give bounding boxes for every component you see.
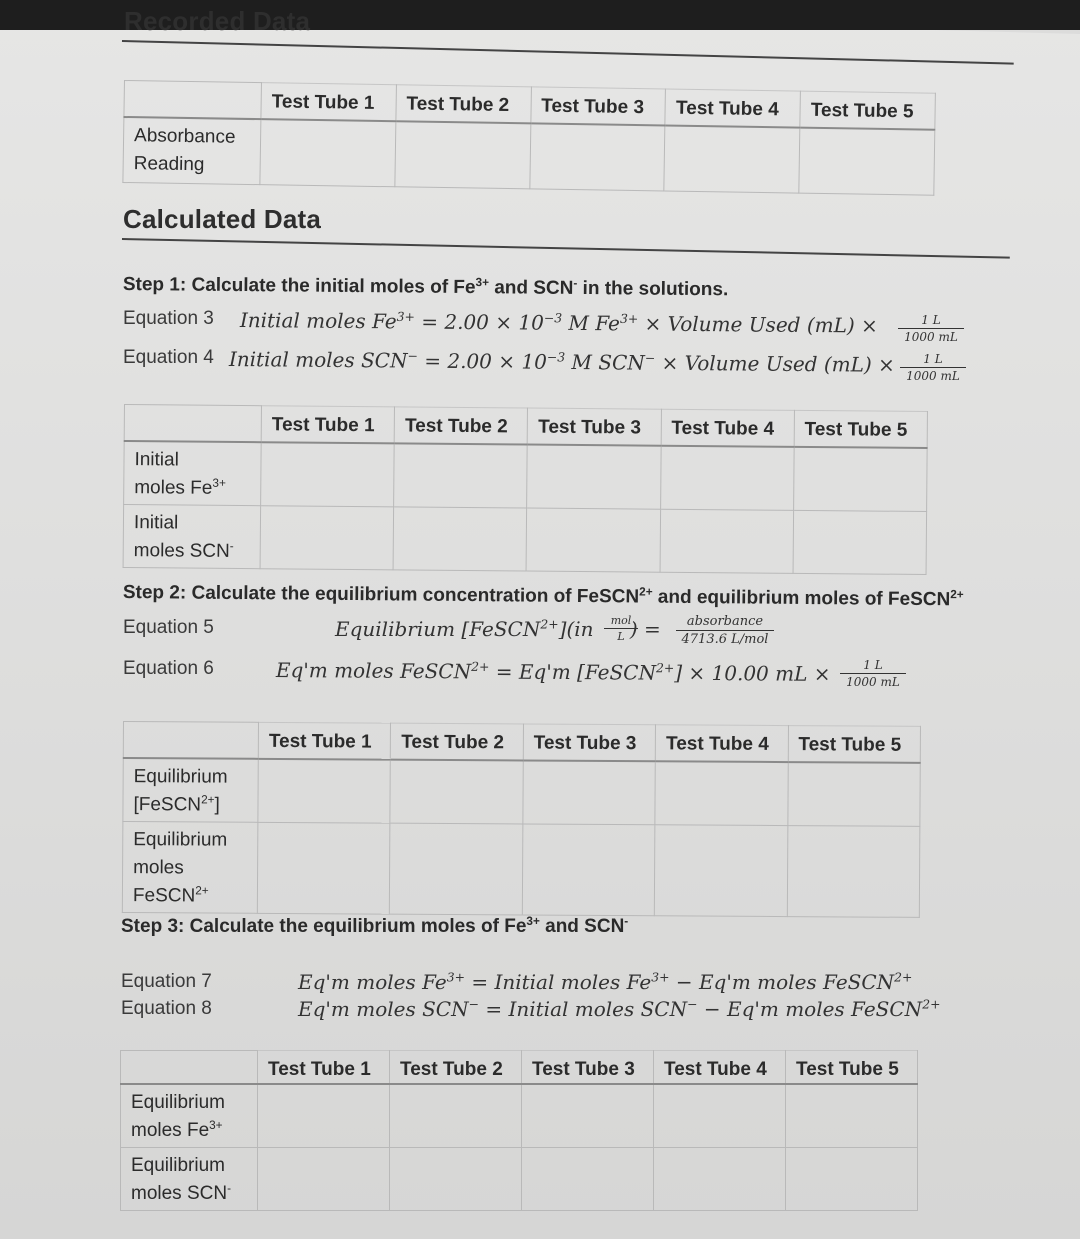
row-label-line	[133, 791, 249, 820]
text: ] × 10.00 mL ×	[674, 660, 831, 686]
data-cell[interactable]	[523, 760, 656, 824]
row-label-line: Equilibrium	[133, 765, 228, 788]
data-cell[interactable]	[522, 1084, 654, 1148]
numerator: mol	[604, 614, 638, 629]
row-label-equilibrium-moles-fe	[121, 1084, 258, 1148]
text: Equilibrium [FeSCN	[335, 617, 541, 641]
denominator: 4713.6 L/mol	[681, 632, 769, 647]
text: and SCN	[488, 277, 574, 299]
row-label-absorbance	[123, 117, 261, 185]
text: moles Fe	[134, 476, 213, 499]
column-header: Test Tube 1	[258, 722, 391, 759]
calculated-data-heading: Calculated Data	[123, 204, 322, 234]
column-header: Test Tube 2	[390, 1051, 522, 1085]
text: ](in	[558, 617, 600, 641]
data-cell[interactable]	[395, 121, 531, 189]
superscript: -	[227, 1181, 231, 1195]
text: Step 3: Calculate the equilibrium moles of Fe	[121, 916, 527, 937]
column-header: Test Tube 3	[528, 408, 661, 445]
column-header: Test Tube 3	[530, 87, 665, 125]
superscript: -	[229, 539, 234, 553]
denominator: 1000 mL	[846, 675, 900, 689]
column-header: Test Tube 2	[391, 723, 524, 760]
data-cell[interactable]	[258, 1084, 390, 1148]
column-header: Test Tube 3	[523, 724, 656, 761]
row-label-initial-moles-scn	[123, 504, 261, 568]
data-cell[interactable]	[654, 824, 787, 916]
text: × Volume Used (mL) ×	[638, 311, 878, 338]
text: moles SCN	[131, 1183, 228, 1204]
superscript: 2+	[894, 969, 913, 985]
data-cell[interactable]	[787, 762, 920, 826]
text: in the solutions.	[577, 277, 729, 301]
text: ) =	[629, 617, 661, 641]
row-label-equilibrium-moles-fescn	[122, 821, 258, 913]
row-label-line	[134, 537, 252, 566]
equation-6-formula	[276, 658, 831, 686]
superscript: 3+	[396, 308, 416, 325]
initial-moles-table	[123, 404, 928, 575]
equilibrium-moles-table	[120, 1050, 918, 1211]
text: Eq'm moles SCN	[298, 997, 469, 1021]
equation-8-label: Equation 8	[121, 998, 212, 1019]
data-cell[interactable]	[393, 506, 527, 570]
data-cell[interactable]	[529, 123, 665, 191]
text: − Eq'm moles FeSCN	[697, 997, 923, 1021]
column-header: Test Tube 5	[786, 1051, 918, 1085]
equation-3-label: Equation 3	[123, 308, 214, 329]
equation-6-fraction	[840, 658, 906, 689]
data-cell[interactable]	[390, 1148, 522, 1211]
superscript: -	[573, 276, 578, 290]
equation-4-fraction	[900, 352, 966, 383]
denominator: 1000 mL	[904, 330, 958, 344]
data-cell[interactable]	[394, 443, 528, 508]
row-label-line	[131, 1180, 249, 1208]
column-header: Test Tube 1	[258, 1051, 390, 1085]
column-header: Test Tube 1	[261, 83, 396, 121]
text: Step 2: Calculate the equilibrium concentration of FeSCN	[122, 582, 640, 608]
superscript: -	[624, 914, 629, 928]
numerator: 1 L	[900, 352, 966, 368]
row-label-line: Equilibrium	[133, 828, 228, 851]
data-cell[interactable]	[522, 1148, 654, 1211]
text: Initial moles SCN	[228, 347, 408, 373]
column-header: Test Tube 4	[665, 89, 800, 127]
numerator: 1 L	[840, 658, 906, 674]
text: and SCN	[539, 916, 625, 937]
superscript: −	[407, 348, 419, 364]
superscript: 3+	[475, 276, 490, 290]
data-cell[interactable]	[522, 823, 655, 915]
row-label-line: Initial	[134, 448, 179, 470]
equation-5-unit-fraction	[604, 614, 638, 643]
superscript: 2+	[639, 585, 653, 599]
superscript: 2+	[655, 660, 675, 676]
text: Initial moles Fe	[239, 308, 397, 334]
data-cell[interactable]	[664, 125, 800, 193]
column-header: Test Tube 5	[794, 410, 928, 447]
column-header: Test Tube 1	[261, 406, 394, 443]
data-cell[interactable]	[526, 508, 660, 572]
numerator: 1 L	[898, 313, 964, 329]
column-header: Test Tube 4	[654, 1051, 786, 1085]
superscript: −3	[543, 310, 563, 326]
column-header: Test Tube 5	[800, 91, 935, 129]
row-label-line: Equilibrium	[131, 1092, 225, 1113]
superscript: 2+	[922, 996, 941, 1012]
data-cell[interactable]	[786, 1084, 918, 1148]
numerator: absorbance	[676, 614, 774, 631]
superscript: 3+	[209, 1118, 223, 1132]
row-label-equilibrium-concentration	[123, 758, 258, 822]
data-cell[interactable]	[654, 1148, 786, 1211]
data-cell[interactable]	[258, 1148, 390, 1211]
equation-5-label: Equation 5	[123, 617, 214, 638]
column-header: Test Tube 4	[655, 725, 788, 762]
text: ]	[214, 794, 220, 816]
data-cell[interactable]	[799, 127, 935, 195]
column-header: Test Tube 5	[788, 726, 921, 763]
superscript: −	[687, 996, 698, 1012]
corner-cell	[121, 1051, 258, 1085]
text: = 2.00 × 10	[417, 348, 547, 374]
text: = 2.00 × 10	[414, 309, 544, 335]
superscript: 2+	[950, 588, 964, 602]
superscript: 2+	[195, 883, 209, 897]
step-3-title	[121, 916, 628, 938]
data-cell[interactable]	[660, 509, 794, 573]
data-cell[interactable]	[793, 446, 927, 511]
text: = Initial moles Fe	[464, 970, 652, 994]
corner-cell	[123, 722, 258, 759]
row-label-line	[133, 882, 249, 911]
equation-6-label: Equation 6	[123, 658, 214, 679]
corner-cell	[124, 405, 261, 442]
data-cell[interactable]	[390, 823, 523, 915]
equation-8-formula	[298, 997, 940, 1021]
data-cell[interactable]	[655, 761, 788, 825]
text: moles SCN	[133, 539, 230, 562]
equation-3-fraction	[898, 313, 964, 344]
data-cell[interactable]	[260, 119, 396, 187]
superscript: −	[468, 996, 479, 1012]
text: Eq'm moles Fe	[298, 970, 447, 994]
denominator: 1000 mL	[906, 369, 960, 383]
text: M Fe	[562, 310, 621, 336]
equilibrium-fescn-table	[122, 721, 921, 917]
row-label-line: Equilibrium	[131, 1155, 225, 1176]
text: and equilibrium moles of FeSCN	[652, 586, 951, 611]
row-label-line: Reading	[133, 152, 205, 175]
corner-cell	[124, 81, 262, 119]
data-cell[interactable]	[258, 758, 391, 822]
superscript: 3+	[212, 476, 226, 490]
text: Step 1: Calculate the initial moles of Fe	[122, 274, 476, 299]
text: FeSCN	[132, 884, 196, 906]
recorded-data-heading: Recorded Data	[124, 6, 311, 36]
column-header: Test Tube 2	[394, 407, 527, 444]
data-cell[interactable]	[787, 825, 920, 917]
recorded-data-table	[122, 80, 936, 196]
denominator: L	[617, 630, 625, 643]
text: = Initial moles SCN	[478, 997, 688, 1021]
superscript: −	[644, 350, 656, 366]
superscript: 2+	[540, 616, 559, 632]
data-cell[interactable]	[660, 445, 794, 510]
row-label-initial-moles-fe	[124, 441, 262, 506]
text: − Eq'm moles FeSCN	[669, 970, 895, 994]
text: moles Fe	[131, 1120, 210, 1141]
text: [FeSCN	[133, 793, 202, 815]
equation-7-formula	[298, 970, 912, 994]
superscript: 2+	[471, 658, 490, 675]
superscript: 3+	[619, 310, 639, 327]
data-cell[interactable]	[654, 1084, 786, 1148]
row-label-line	[131, 1117, 249, 1145]
column-header: Test Tube 4	[661, 409, 794, 446]
superscript: 2+	[201, 792, 215, 806]
data-cell[interactable]	[261, 442, 395, 507]
text: = Eq'm [FeSCN	[489, 659, 657, 685]
row-label-line: Absorbance	[133, 124, 236, 148]
superscript: 3+	[526, 914, 540, 928]
text: M SCN	[565, 349, 645, 375]
data-cell[interactable]	[390, 759, 523, 823]
data-cell[interactable]	[527, 444, 661, 509]
equation-4-label: Equation 4	[123, 347, 214, 368]
data-cell[interactable]	[793, 510, 927, 574]
data-cell[interactable]	[390, 1084, 522, 1148]
equation-7-label: Equation 7	[121, 971, 212, 992]
superscript: 3+	[446, 969, 465, 985]
row-label-line: moles	[133, 856, 184, 878]
column-header: Test Tube 3	[522, 1051, 654, 1085]
text: × Volume Used (mL) ×	[655, 350, 895, 377]
row-label-line	[134, 474, 252, 503]
text: Eq'm moles FeSCN	[275, 658, 472, 684]
superscript: 3+	[651, 969, 670, 985]
row-label-equilibrium-moles-scn	[121, 1148, 258, 1211]
data-cell[interactable]	[260, 505, 394, 569]
column-header: Test Tube 2	[396, 85, 531, 123]
superscript: −3	[546, 349, 566, 365]
data-cell[interactable]	[786, 1148, 918, 1211]
data-cell[interactable]	[257, 822, 390, 914]
row-label-line: Initial	[133, 511, 179, 533]
equation-5-fraction	[676, 614, 774, 647]
